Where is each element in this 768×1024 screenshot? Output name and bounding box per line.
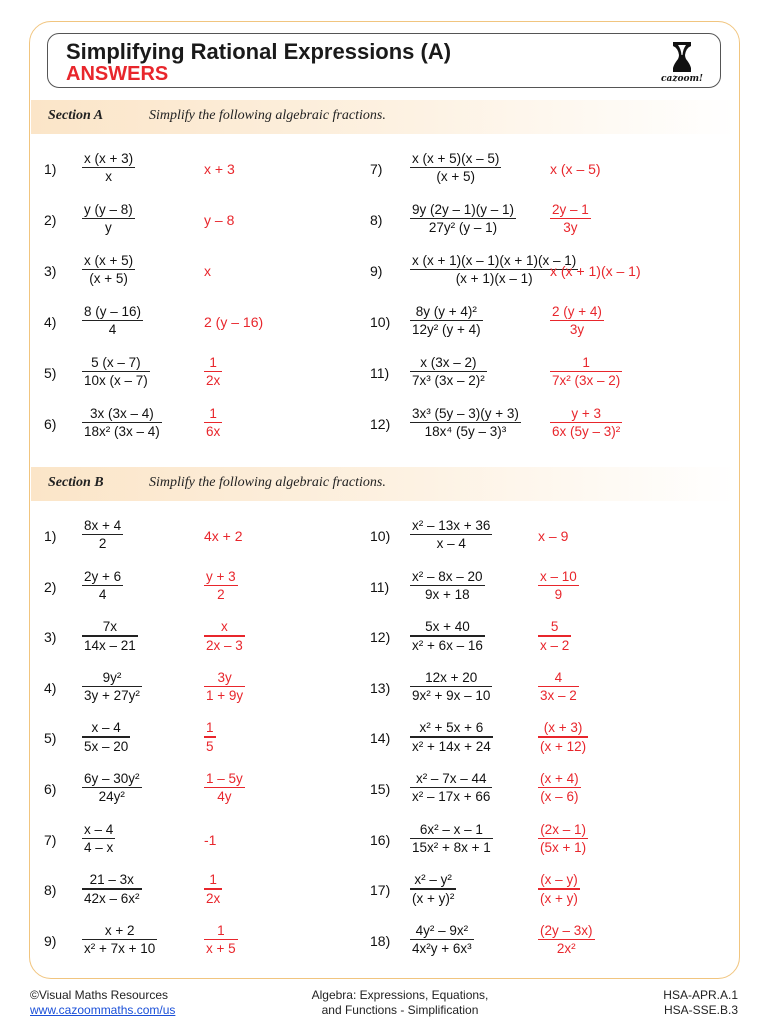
question-row bbox=[44, 618, 374, 658]
section-b-label: Section B bbox=[48, 475, 104, 490]
question-number: 1) bbox=[44, 528, 57, 544]
problem-fraction bbox=[82, 150, 135, 185]
question-number: 10) bbox=[370, 528, 391, 544]
problem-fraction-denominator: 4x²y + 6x³ bbox=[412, 941, 472, 957]
footer-standard-code-2: HSA-SSE.B.3 bbox=[663, 1003, 738, 1017]
answer-fraction-numerator: 1 bbox=[209, 355, 217, 370]
problem-fraction-numerator: 7x bbox=[102, 619, 118, 635]
problem-fraction bbox=[410, 770, 492, 805]
problem-fraction-denominator: 10x (x – 7) bbox=[84, 373, 148, 389]
problem-fraction-numerator: 6y – 30y² bbox=[84, 771, 140, 786]
question-row bbox=[44, 303, 374, 343]
problem-fraction bbox=[82, 871, 142, 906]
answer-fraction-denominator: 6x (5y – 3)² bbox=[552, 424, 621, 440]
answer-fraction-numerator: 1 bbox=[206, 720, 214, 736]
answer-fraction-numerator: y + 3 bbox=[206, 568, 236, 584]
question-row bbox=[44, 405, 374, 445]
problem-fraction-denominator: x² + 7x + 10 bbox=[84, 941, 156, 957]
answer-fraction-denominator: x + 5 bbox=[206, 941, 236, 957]
logo-icon bbox=[656, 40, 708, 74]
question-number: 7) bbox=[370, 161, 383, 177]
footer-right bbox=[663, 988, 738, 1018]
problem-fraction-denominator: x² – 17x + 66 bbox=[412, 789, 491, 805]
problem-fraction bbox=[82, 303, 143, 338]
footer-topic-line1: Algebra: Expressions, Equations, bbox=[311, 988, 489, 1002]
question-row bbox=[44, 354, 374, 394]
problem-fraction-numerator: 2y + 6 bbox=[84, 568, 122, 584]
answer-fraction-denominator: 2x bbox=[206, 890, 221, 906]
question-number: 13) bbox=[370, 679, 391, 696]
problem-fraction-numerator: x (x + 5) bbox=[84, 253, 134, 268]
problem-fraction-numerator: 8x + 4 bbox=[84, 518, 122, 533]
answer-fraction-numerator: y + 3 bbox=[571, 406, 601, 421]
answer-fraction-denominator: (x + 12) bbox=[540, 738, 587, 754]
problem-fraction-denominator: x – 4 bbox=[436, 536, 466, 552]
problem-fraction-denominator: (x + 1)(x – 1) bbox=[455, 271, 533, 287]
answer-fraction-denominator: 3x – 2 bbox=[540, 688, 577, 704]
answer-fraction-denominator: 2x bbox=[206, 373, 221, 389]
problem-fraction bbox=[82, 669, 142, 704]
answer-fraction bbox=[550, 303, 604, 338]
problem-fraction-numerator: x – 4 bbox=[84, 821, 114, 837]
question-number: 12) bbox=[370, 416, 391, 432]
section-a-bar bbox=[31, 100, 738, 134]
question-number: 5) bbox=[44, 365, 57, 381]
problem-fraction bbox=[410, 719, 493, 754]
problem-fraction bbox=[410, 871, 456, 906]
answer-fraction-denominator: (x + y) bbox=[540, 890, 578, 906]
answer-fraction-denominator: x – 2 bbox=[540, 637, 570, 653]
question-row bbox=[370, 303, 700, 343]
problem-fraction bbox=[410, 517, 492, 552]
answer-fraction-numerator: 1 bbox=[209, 872, 217, 888]
question-row bbox=[44, 568, 374, 608]
answer-fraction-denominator: 5 bbox=[206, 738, 214, 754]
question-row bbox=[44, 669, 374, 709]
problem-fraction-denominator: 4 – x bbox=[84, 839, 114, 855]
problem-fraction bbox=[82, 252, 135, 287]
answer-fraction-numerator: 4 bbox=[554, 669, 563, 685]
answers-heading: ANSWERS bbox=[66, 63, 169, 85]
problem-fraction bbox=[82, 922, 157, 957]
question-number: 2) bbox=[44, 578, 57, 595]
title-box bbox=[47, 33, 721, 88]
question-row bbox=[44, 150, 374, 190]
problem-fraction-denominator: 24y² bbox=[98, 789, 125, 805]
problem-fraction bbox=[410, 201, 516, 236]
problem-fraction-numerator: 5 (x – 7) bbox=[91, 355, 141, 370]
answer-fraction bbox=[538, 871, 580, 906]
problem-fraction-numerator: x² – y² bbox=[414, 872, 452, 888]
problem-fraction bbox=[82, 517, 123, 552]
answer-fraction bbox=[550, 354, 622, 389]
answer-fraction bbox=[538, 922, 595, 957]
problem-fraction-numerator: 3x (3x – 4) bbox=[90, 406, 154, 421]
problem-fraction-denominator: x² + 6x – 16 bbox=[412, 637, 483, 653]
answer-fraction-numerator: 1 bbox=[209, 406, 217, 421]
problem-fraction-numerator: x (x + 5)(x – 5) bbox=[412, 151, 500, 166]
answer-fraction bbox=[204, 770, 245, 805]
answer-fraction bbox=[538, 821, 588, 856]
answer-text: x + 3 bbox=[204, 161, 235, 177]
question-number: 4) bbox=[44, 314, 57, 330]
answer-fraction-numerator: (x + 4) bbox=[540, 771, 579, 786]
question-row bbox=[370, 669, 700, 709]
question-number: 7) bbox=[44, 831, 57, 848]
problem-fraction-denominator: 18x⁴ (5y – 3)³ bbox=[424, 424, 507, 440]
question-number: 18) bbox=[370, 932, 391, 949]
problem-fraction-numerator: 12x + 20 bbox=[425, 669, 478, 685]
problem-fraction-numerator: 6x² – x – 1 bbox=[419, 821, 483, 837]
problem-fraction-denominator: 9x + 18 bbox=[424, 586, 470, 602]
problem-fraction-denominator: 27y² (y – 1) bbox=[428, 220, 498, 236]
answer-fraction-denominator: 2 bbox=[217, 586, 225, 602]
problem-fraction-denominator: 42x – 6x² bbox=[84, 890, 140, 906]
question-number: 8) bbox=[370, 212, 383, 228]
question-number: 9) bbox=[370, 263, 383, 279]
question-row bbox=[370, 150, 700, 190]
question-number: 11) bbox=[370, 578, 390, 595]
question-row bbox=[370, 252, 700, 292]
answer-fraction-numerator: 3y bbox=[217, 669, 232, 685]
problem-fraction-denominator: 2 bbox=[98, 536, 107, 552]
problem-fraction-denominator: 9x² + 9x – 10 bbox=[412, 688, 491, 704]
question-row bbox=[44, 770, 374, 810]
problem-fraction-denominator: 3y + 27y² bbox=[84, 688, 140, 704]
answer-fraction bbox=[204, 871, 222, 906]
problem-fraction-denominator: 14x – 21 bbox=[84, 637, 136, 653]
section-a-label: Section A bbox=[48, 108, 104, 123]
question-number: 10) bbox=[370, 314, 391, 330]
problem-fraction-denominator: 4 bbox=[108, 322, 117, 338]
problem-fraction-numerator: x² – 13x + 36 bbox=[412, 518, 491, 533]
question-row bbox=[370, 770, 700, 810]
question-row bbox=[370, 922, 700, 962]
cazoom-logo bbox=[656, 40, 708, 84]
problem-fraction-denominator: 12y² (y + 4) bbox=[412, 322, 481, 338]
answer-fraction-numerator: 1 bbox=[217, 922, 225, 938]
answer-fraction-denominator: 9 bbox=[554, 586, 563, 602]
answer-fraction-numerator: 2y – 1 bbox=[552, 202, 589, 217]
answer-fraction-denominator: 7x² (3x – 2) bbox=[552, 373, 621, 389]
question-number: 16) bbox=[370, 831, 391, 848]
page-title: Simplifying Rational Expressions (A) bbox=[66, 39, 452, 64]
section-a-instruction: Simplify the following algebraic fractions. bbox=[149, 108, 386, 123]
problem-fraction-numerator: 4y² – 9x² bbox=[415, 922, 469, 938]
footer-copyright: ©Visual Maths Resources bbox=[30, 988, 169, 1002]
problem-fraction-numerator: 8 (y – 16) bbox=[84, 304, 142, 319]
question-number: 5) bbox=[44, 730, 57, 747]
problem-fraction bbox=[410, 150, 501, 185]
question-number: 3) bbox=[44, 629, 57, 646]
footer-center bbox=[250, 988, 550, 1018]
problem-fraction-numerator: x (x + 1)(x – 1)(x + 1)(x – 1) bbox=[412, 253, 577, 268]
answer-text: 2 (y – 16) bbox=[204, 314, 264, 330]
answer-fraction bbox=[550, 405, 622, 440]
problem-fraction bbox=[410, 303, 483, 338]
answer-fraction-numerator: x – 10 bbox=[540, 568, 577, 584]
problem-fraction-denominator: 18x² (3x – 4) bbox=[84, 424, 160, 440]
problem-fraction-numerator: x (x + 3) bbox=[84, 151, 134, 166]
question-row bbox=[370, 821, 700, 861]
answer-fraction-numerator: 2 (y + 4) bbox=[552, 304, 602, 319]
answer-text: x (x – 5) bbox=[550, 161, 601, 177]
question-number: 2) bbox=[44, 212, 57, 228]
problem-fraction-denominator: x² + 14x + 24 bbox=[412, 738, 491, 754]
problem-fraction bbox=[410, 669, 492, 704]
answer-fraction-numerator: 1 – 5y bbox=[206, 771, 243, 786]
footer-topic-line2: and Functions - Simplification bbox=[321, 1003, 479, 1017]
problem-fraction bbox=[82, 201, 135, 236]
answer-fraction-denominator: 6x bbox=[206, 424, 221, 440]
problem-fraction-numerator: 3x³ (5y – 3)(y + 3) bbox=[412, 406, 519, 421]
footer-standard-code-1: HSA-APR.A.1 bbox=[663, 988, 738, 1002]
answer-fraction-denominator: 3y bbox=[569, 322, 585, 338]
question-number: 1) bbox=[44, 161, 57, 177]
problem-fraction-numerator: x² + 5x + 6 bbox=[419, 720, 484, 736]
question-row bbox=[44, 517, 374, 557]
answer-fraction-numerator: 5 bbox=[550, 619, 559, 635]
answer-fraction bbox=[204, 354, 222, 389]
problem-fraction bbox=[82, 719, 130, 754]
problem-fraction-numerator: 8y (y + 4)² bbox=[415, 304, 477, 319]
problem-fraction bbox=[82, 405, 162, 440]
problem-fraction bbox=[82, 821, 115, 856]
problem-fraction-numerator: x (3x – 2) bbox=[420, 355, 477, 370]
problem-fraction-denominator: y bbox=[105, 220, 112, 236]
problem-fraction bbox=[82, 770, 142, 805]
question-row bbox=[44, 871, 374, 911]
problem-fraction-denominator: 15x² + 8x + 1 bbox=[412, 839, 491, 855]
question-row bbox=[370, 405, 700, 445]
answer-fraction bbox=[204, 669, 245, 704]
problem-fraction-denominator: (x + 5) bbox=[436, 169, 476, 185]
answer-fraction bbox=[538, 568, 579, 603]
question-number: 11) bbox=[370, 365, 390, 381]
question-number: 8) bbox=[44, 882, 57, 899]
question-row bbox=[370, 354, 700, 394]
answer-text: -1 bbox=[204, 831, 217, 848]
problem-fraction-numerator: 9y (2y – 1)(y – 1) bbox=[412, 202, 515, 217]
question-number: 6) bbox=[44, 781, 57, 797]
logo-wordmark: cazoom! bbox=[661, 74, 703, 84]
problem-fraction bbox=[410, 405, 521, 440]
answer-fraction-numerator: x bbox=[221, 619, 228, 635]
answer-text: x bbox=[204, 263, 211, 279]
question-row bbox=[370, 719, 700, 759]
problem-fraction-denominator: x bbox=[105, 169, 112, 185]
answer-text: 4x + 2 bbox=[204, 528, 243, 544]
question-row bbox=[44, 719, 374, 759]
question-number: 15) bbox=[370, 781, 391, 797]
footer-left bbox=[30, 988, 175, 1018]
problem-fraction bbox=[410, 354, 487, 389]
question-row bbox=[44, 922, 374, 962]
answer-text: x – 9 bbox=[538, 528, 569, 544]
answer-fraction bbox=[204, 922, 238, 957]
answer-fraction-denominator: 2x – 3 bbox=[206, 637, 243, 653]
answer-fraction bbox=[538, 770, 581, 805]
problem-fraction-denominator: (x + 5) bbox=[89, 271, 128, 287]
problem-fraction-numerator: y (y – 8) bbox=[84, 202, 133, 217]
answer-fraction-denominator: (5x + 1) bbox=[540, 839, 587, 855]
problem-fraction-numerator: x² – 7x – 44 bbox=[415, 771, 487, 786]
section-b-instruction: Simplify the following algebraic fractions. bbox=[149, 475, 386, 490]
answer-fraction bbox=[538, 719, 588, 754]
question-row bbox=[44, 252, 374, 292]
answer-fraction-numerator: (x + 3) bbox=[543, 720, 583, 736]
footer-url-link[interactable]: www.cazoommaths.com/us bbox=[30, 1003, 176, 1017]
answer-fraction bbox=[538, 669, 579, 704]
answer-fraction-numerator: (x – y) bbox=[540, 872, 578, 888]
problem-fraction bbox=[82, 568, 123, 603]
question-row bbox=[44, 201, 374, 241]
problem-fraction-numerator: x – 4 bbox=[91, 720, 121, 736]
problem-fraction-numerator: x + 2 bbox=[104, 922, 135, 938]
answer-fraction-denominator: 1 + 9y bbox=[206, 688, 244, 704]
question-row bbox=[370, 618, 700, 658]
question-number: 9) bbox=[44, 932, 57, 949]
problem-fraction-denominator: (x + y)² bbox=[412, 890, 455, 906]
answer-fraction bbox=[204, 618, 245, 653]
answer-fraction-numerator: (2y – 3x) bbox=[540, 922, 593, 938]
problem-fraction bbox=[410, 618, 485, 653]
question-number: 14) bbox=[370, 730, 391, 747]
answer-text: y – 8 bbox=[204, 212, 235, 228]
question-row bbox=[370, 568, 700, 608]
answer-text: x (x + 1)(x – 1) bbox=[550, 263, 641, 279]
problem-fraction-numerator: 9y² bbox=[102, 669, 122, 685]
answer-fraction-numerator: (2x – 1) bbox=[540, 821, 586, 837]
answer-fraction bbox=[550, 201, 591, 236]
answer-fraction bbox=[538, 618, 571, 653]
answer-fraction-denominator: 3y bbox=[563, 220, 578, 236]
question-number: 3) bbox=[44, 263, 57, 279]
problem-fraction bbox=[82, 354, 150, 389]
problem-fraction-denominator: 5x – 20 bbox=[84, 738, 129, 754]
problem-fraction-numerator: 21 – 3x bbox=[89, 872, 134, 888]
problem-fraction bbox=[410, 568, 485, 603]
question-row bbox=[370, 201, 700, 241]
problem-fraction-numerator: 5x + 40 bbox=[425, 619, 470, 635]
answer-fraction-denominator: 2x² bbox=[556, 941, 576, 957]
question-number: 12) bbox=[370, 629, 391, 646]
answer-fraction-numerator: 1 bbox=[582, 355, 590, 370]
answer-fraction bbox=[204, 568, 238, 603]
answer-fraction bbox=[204, 719, 216, 754]
section-b-bar bbox=[31, 467, 738, 501]
question-row bbox=[370, 517, 700, 557]
question-number: 6) bbox=[44, 416, 57, 432]
problem-fraction bbox=[410, 821, 493, 856]
problem-fraction bbox=[410, 922, 474, 957]
question-number: 17) bbox=[370, 882, 391, 899]
question-number: 4) bbox=[44, 679, 57, 696]
question-row bbox=[44, 821, 374, 861]
problem-fraction-denominator: 7x³ (3x – 2)² bbox=[412, 373, 485, 389]
problem-fraction bbox=[82, 618, 138, 653]
problem-fraction-numerator: x² – 8x – 20 bbox=[412, 568, 483, 584]
answer-fraction bbox=[204, 405, 222, 440]
question-row bbox=[370, 871, 700, 911]
problem-fraction-denominator: 4 bbox=[98, 586, 107, 602]
answer-fraction-denominator: (x – 6) bbox=[540, 789, 579, 805]
answer-fraction-denominator: 4y bbox=[217, 789, 232, 805]
